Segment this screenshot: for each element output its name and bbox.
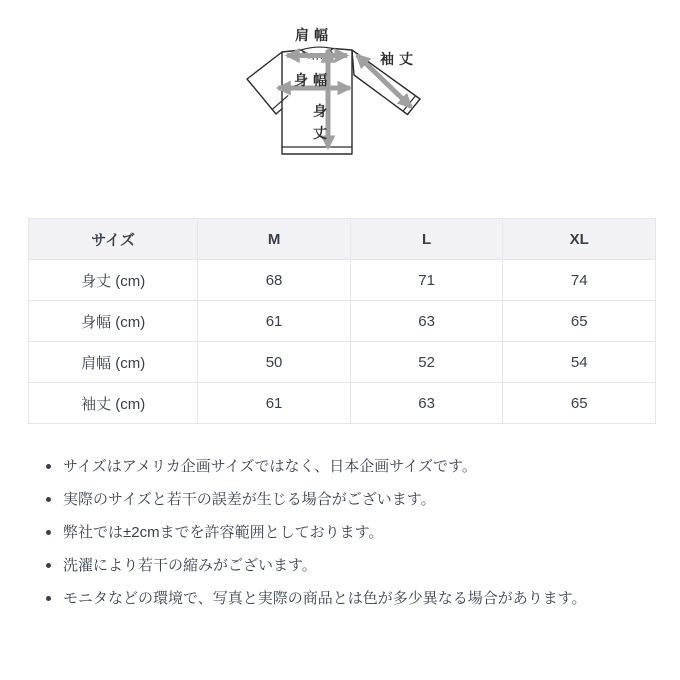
body-width-label: 身幅 <box>294 72 332 88</box>
cell-value: 68 <box>198 260 351 301</box>
table-row-body-width <box>29 301 656 342</box>
list-item: 洗濯により若干の縮みがございます。 <box>44 549 654 582</box>
row-label: 身丈 (cm) <box>29 260 198 301</box>
table-row-shoulder-width <box>29 342 656 383</box>
table-row-body-length <box>29 260 656 301</box>
shoulder-width-label: 肩幅 <box>295 27 333 43</box>
shirt-measurement-diagram <box>240 14 440 166</box>
size-table-header-l: L <box>350 219 503 260</box>
cell-value: 63 <box>350 301 503 342</box>
list-item: 弊社では±2cmまでを許容範囲としております。 <box>44 516 654 549</box>
cell-value: 74 <box>503 260 656 301</box>
cell-value: 61 <box>198 383 351 424</box>
cell-value: 65 <box>503 301 656 342</box>
row-label: 袖丈 (cm) <box>29 383 198 424</box>
row-label: 肩幅 (cm) <box>29 342 198 383</box>
cell-value: 54 <box>503 342 656 383</box>
size-table-header-xl: XL <box>503 219 656 260</box>
cell-value: 71 <box>350 260 503 301</box>
list-item: モニタなどの環境で、写真と実際の商品とは色が多少異なる場合があります。 <box>44 582 654 615</box>
size-table-header-m: M <box>198 219 351 260</box>
cell-value: 61 <box>198 301 351 342</box>
list-item: 実際のサイズと若干の誤差が生じる場合がございます。 <box>44 483 654 516</box>
cell-value: 52 <box>350 342 503 383</box>
size-table-header-size: サイズ <box>29 219 198 260</box>
cell-value: 50 <box>198 342 351 383</box>
size-notes-list <box>44 450 654 615</box>
sleeve-length-label: 袖丈 <box>380 51 418 67</box>
body-length-label: 身丈 <box>313 103 327 141</box>
size-table <box>28 218 656 424</box>
row-label: 身幅 (cm) <box>29 301 198 342</box>
list-item: サイズはアメリカ企画サイズではなく、日本企画サイズです。 <box>44 450 654 483</box>
size-table-header-row <box>29 219 656 260</box>
cell-value: 65 <box>503 383 656 424</box>
table-row-sleeve-length <box>29 383 656 424</box>
cell-value: 63 <box>350 383 503 424</box>
